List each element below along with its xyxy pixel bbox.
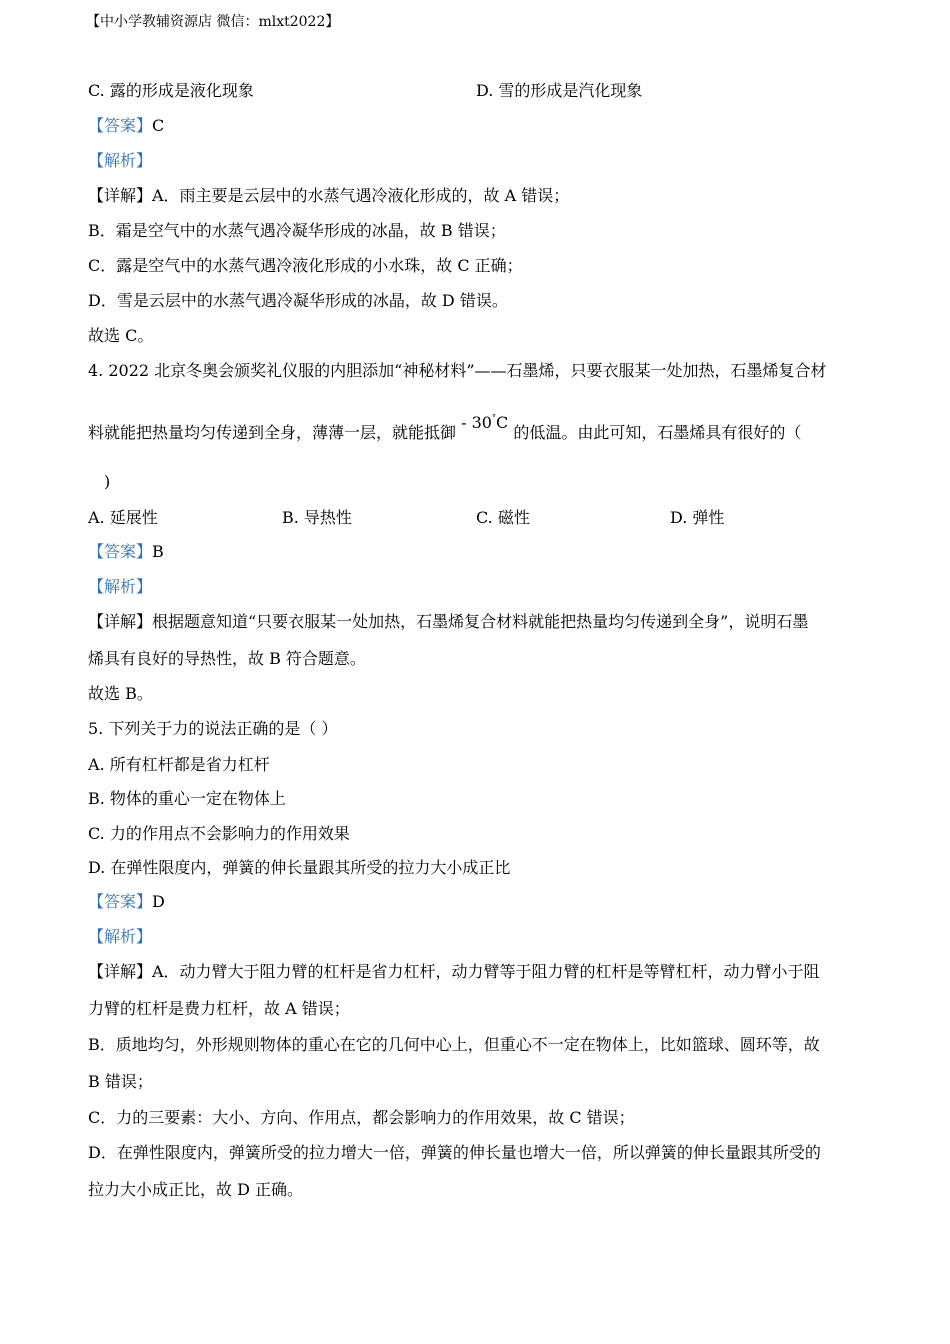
q4-stem-line2 (88, 413, 802, 446)
q5-detail-d-line1: D．在弹性限度内，弹簧所受的拉力增大一倍，弹簧的伸长量也增大一倍，所以弹簧的伸长量跟其所受的 (88, 1143, 821, 1162)
q5-detail-a-line1: 【详解】A．动力臂大于阻力臂的杠杆是省力杠杆，动力臂等于阻力臂的杠杆是等臂杠杆，动力臂小于阻 (88, 962, 820, 981)
answer-label: 【答案】 (88, 116, 153, 135)
q4-stem-line1: 4. 2022 北京冬奥会颁奖礼仪服的内胆添加“神秘材料”——石墨烯，只要衣服某一处加热，石墨烯复合材 (88, 361, 827, 380)
q4-option-a: A. 延展性 (88, 508, 158, 527)
q4-answer (88, 542, 164, 562)
q5-detail-b-line2: B 错误； (88, 1072, 153, 1091)
q5-detail-b-line1: B．质地均匀，外形规则物体的重心在它的几何中心上，但重心不一定在物体上，比如篮球、圆环等，故 (88, 1035, 820, 1054)
q5-option-c: C. 力的作用点不会影响力的作用效果 (88, 824, 350, 843)
q4-conclusion: 故选 B。 (88, 684, 153, 703)
q4-analysis-label: 【解析】 (88, 577, 153, 596)
q3-analysis-label: 【解析】 (88, 151, 153, 170)
q4-stem-line2-pre: 料就能把热量均匀传递到全身，薄薄一层，就能抵御 (88, 423, 457, 442)
q4-stem-line2-post: 的低温。由此可知，石墨烯具有很好的（ (513, 423, 802, 442)
q5-detail-a-line2: 力臂的杠杆是费力杠杆，故 A 错误； (88, 999, 350, 1018)
q4-stem-line3: ) (104, 472, 111, 491)
q5-analysis-label: 【解析】 (88, 927, 153, 946)
q3-detail-c: C．露是空气中的水蒸气遇冷液化形成的小水珠，故 C 正确； (88, 256, 523, 275)
q3-answer (88, 116, 164, 136)
q5-option-d: D. 在弹性限度内，弹簧的伸长量跟其所受的拉力大小成正比 (88, 858, 511, 877)
watermark-header: 【中小学教辅资源店 微信：mlxt2022】 (86, 14, 340, 30)
q4-detail-line2: 烯具有良好的导热性，故 B 符合题意。 (88, 649, 366, 668)
q3-detail-d: D．雪是云层中的水蒸气遇冷凝华形成的冰晶，故 D 错误。 (88, 291, 508, 310)
answer-value: D (152, 892, 165, 911)
q4-option-d: D. 弹性 (670, 508, 725, 527)
q5-option-b: B. 物体的重心一定在物体上 (88, 789, 286, 808)
q3-option-d: D. 雪的形成是汽化现象 (476, 81, 643, 100)
answer-label: 【答案】 (88, 892, 153, 911)
answer-value: B (152, 542, 164, 561)
temperature-value: - 30°C (461, 413, 509, 432)
q3-option-c: C. 露的形成是液化现象 (88, 81, 254, 100)
q4-option-c: C. 磁性 (476, 508, 530, 527)
q5-detail-d-line2: 拉力大小成正比，故 D 正确。 (88, 1180, 304, 1199)
q5-answer (88, 892, 165, 912)
q3-detail-a: 【详解】A．雨主要是云层中的水蒸气遇冷液化形成的，故 A 错误； (88, 186, 570, 205)
q3-detail-b: B．霜是空气中的水蒸气遇冷凝华形成的冰晶，故 B 错误； (88, 221, 506, 240)
q5-detail-c: C．力的三要素：大小、方向、作用点，都会影响力的作用效果，故 C 错误； (88, 1108, 635, 1127)
q4-option-b: B. 导热性 (282, 508, 352, 527)
answer-label: 【答案】 (88, 542, 153, 561)
answer-value: C (152, 116, 165, 135)
q3-conclusion: 故选 C。 (88, 326, 154, 345)
q5-option-a: A. 所有杠杆都是省力杠杆 (88, 755, 270, 774)
q5-stem: 5. 下列关于力的说法正确的是（ ） (88, 719, 338, 738)
q4-detail-line1: 【详解】根据题意知道“只要衣服某一处加热，石墨烯复合材料就能把热量均匀传递到全身”，说明石墨 (88, 612, 809, 631)
